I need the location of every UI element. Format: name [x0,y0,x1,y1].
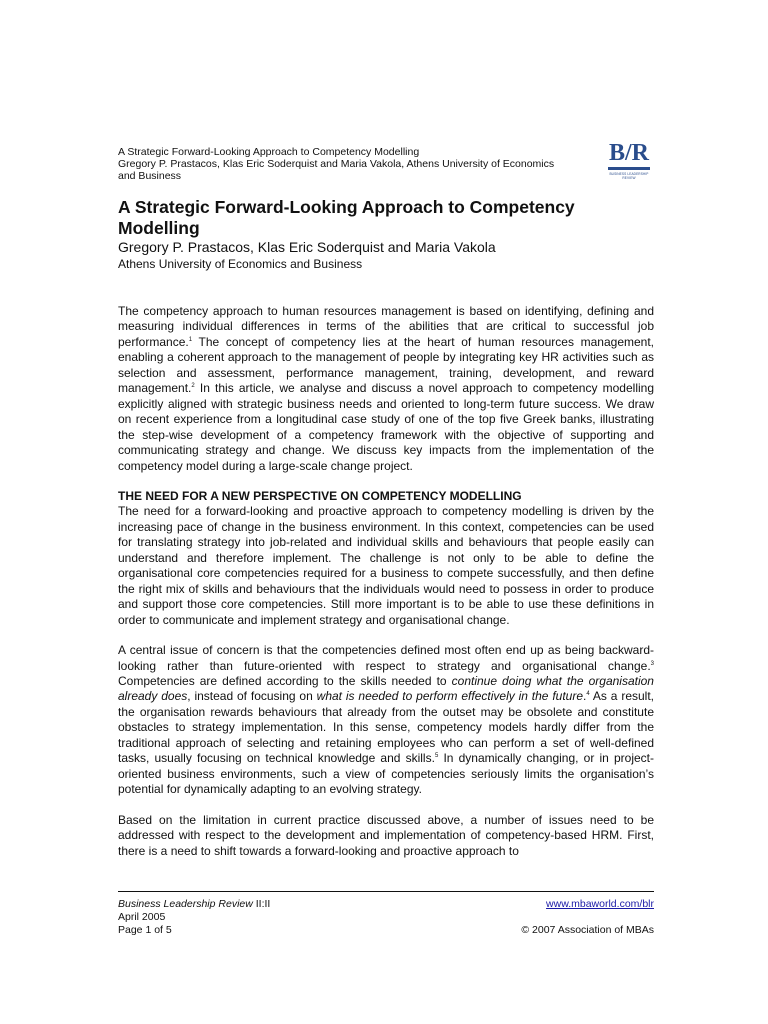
paper-title: A Strategic Forward-Looking Approach to Competency Modelling [118,197,575,238]
paragraph-intro: The competency approach to human resources management is based on identifying, defining and measuring individual differences in terms of the abilities that are critical to successful job performance.$^1$ The concept of competency lies at the heart of human resources management, enabling a coherent approach to the management of people by integrating key HR activities such as selection and assessment, performance management, training, development, and reward management.$^2$ In this article, we analyse and discuss a novel approach to competency modelling explicitly aligned with strategic business needs and oriented to long-term future success. We draw on recent experience from a longitudinal case study of one of the top five Greek banks, illustrating the step-wise development of a competency framework with the objective of supporting and communicating strategy and change. We discuss key impacts from the implementation of the competency model during a large-scale change project. [118,304,654,473]
footnote-ref-3[interactable]: 3 [650,660,654,667]
paragraph-limitation: Based on the limitation in current practice discussed above, a number of issues need to be addressed with respect to the development and implementation of competency-based HRM. First, there is a need to shift towards a forward-looking and proactive approach to [118,812,654,858]
blr-logo-letters: B/R [608,140,649,166]
footer-divider [118,891,654,892]
blr-logo [604,140,654,182]
blr-logo-bar [608,167,650,170]
footer-journal: Business Leadership Review [118,898,253,910]
footer-copyright: © 2007 Association of MBAs [521,924,654,936]
footer-right [521,898,654,937]
footnote-ref-1[interactable]: 1 [188,336,193,343]
footer-left [118,898,270,937]
paragraph-need: The need for a forward-looking and proactive approach to competency modelling is driven by the increasing pace of change in the business environment. In this context, competencies can be used for translating strategy into job-related and individual skills and behaviours that people easily can understand and therefore implement. The challenge is not only to be able to define the organisational core competencies required for a business to compete successfully, and then define the right mix of skills and behaviours that the individuals would need to possess in order to produce and support those core competencies. Still more important is to be able to use these definitions in order to communicate and implement strategy and organisational change. [118,504,654,627]
article-body [118,304,654,874]
blr-logo-tagline: BUSINESS LEADERSHIP REVIEW [609,172,649,180]
paragraph-central-issue: A central issue of concern is that the competencies defined most often end up as being backward-looking rather than future-oriented with respect to strategy and organisational change.$^3$ Competencies are defined according to the skills needed to continue doing what the organisation already does, instead of focusing on what is needed to perform effectively in the future.$^4$ As a result, the organisation rewards behaviours that already from the outset may be obsolete and constitute obstacles to strategy implementation. In this sense, competency models hardly differ from the traditional approach of selecting and retaining employees who can perform a set of well-defined tasks, usually focusing on technical knowledge and skills.$^5$ In dynamically changing, or in project-oriented business environments, such a view of competencies seriously limits the organisation’s potential for dynamically adapting to an evolving strategy. [118,643,654,797]
section-heading: THE NEED FOR A NEW PERSPECTIVE ON COMPETENCY MODELLING [118,488,522,503]
footnote-ref-2[interactable]: 2 [191,383,195,390]
footnote-ref-4[interactable]: 4 [586,691,590,698]
running-header [118,146,568,182]
paper-authors: Gregory P. Prastacos, Klas Eric Soderquist and Maria Vakola [118,239,496,255]
paper-affiliation: Athens University of Economics and Business [118,257,363,271]
document-page [118,0,654,1024]
running-header-title: A Strategic Forward-Looking Approach to Competency Modelling [118,146,420,158]
footer-date: April 2005 [118,911,166,923]
footnote-ref-5[interactable]: 5 [434,753,439,760]
footer-page-number: Page 1 of 5 [118,924,172,936]
running-header-authors: Gregory P. Prastacos, Klas Eric Soderquist and Maria Vakola, Athens University of Economics and Business [118,158,555,182]
footer-url-link[interactable]: www.mbaworld.com/blr [546,898,654,910]
footer-volume: II:II [252,898,271,910]
